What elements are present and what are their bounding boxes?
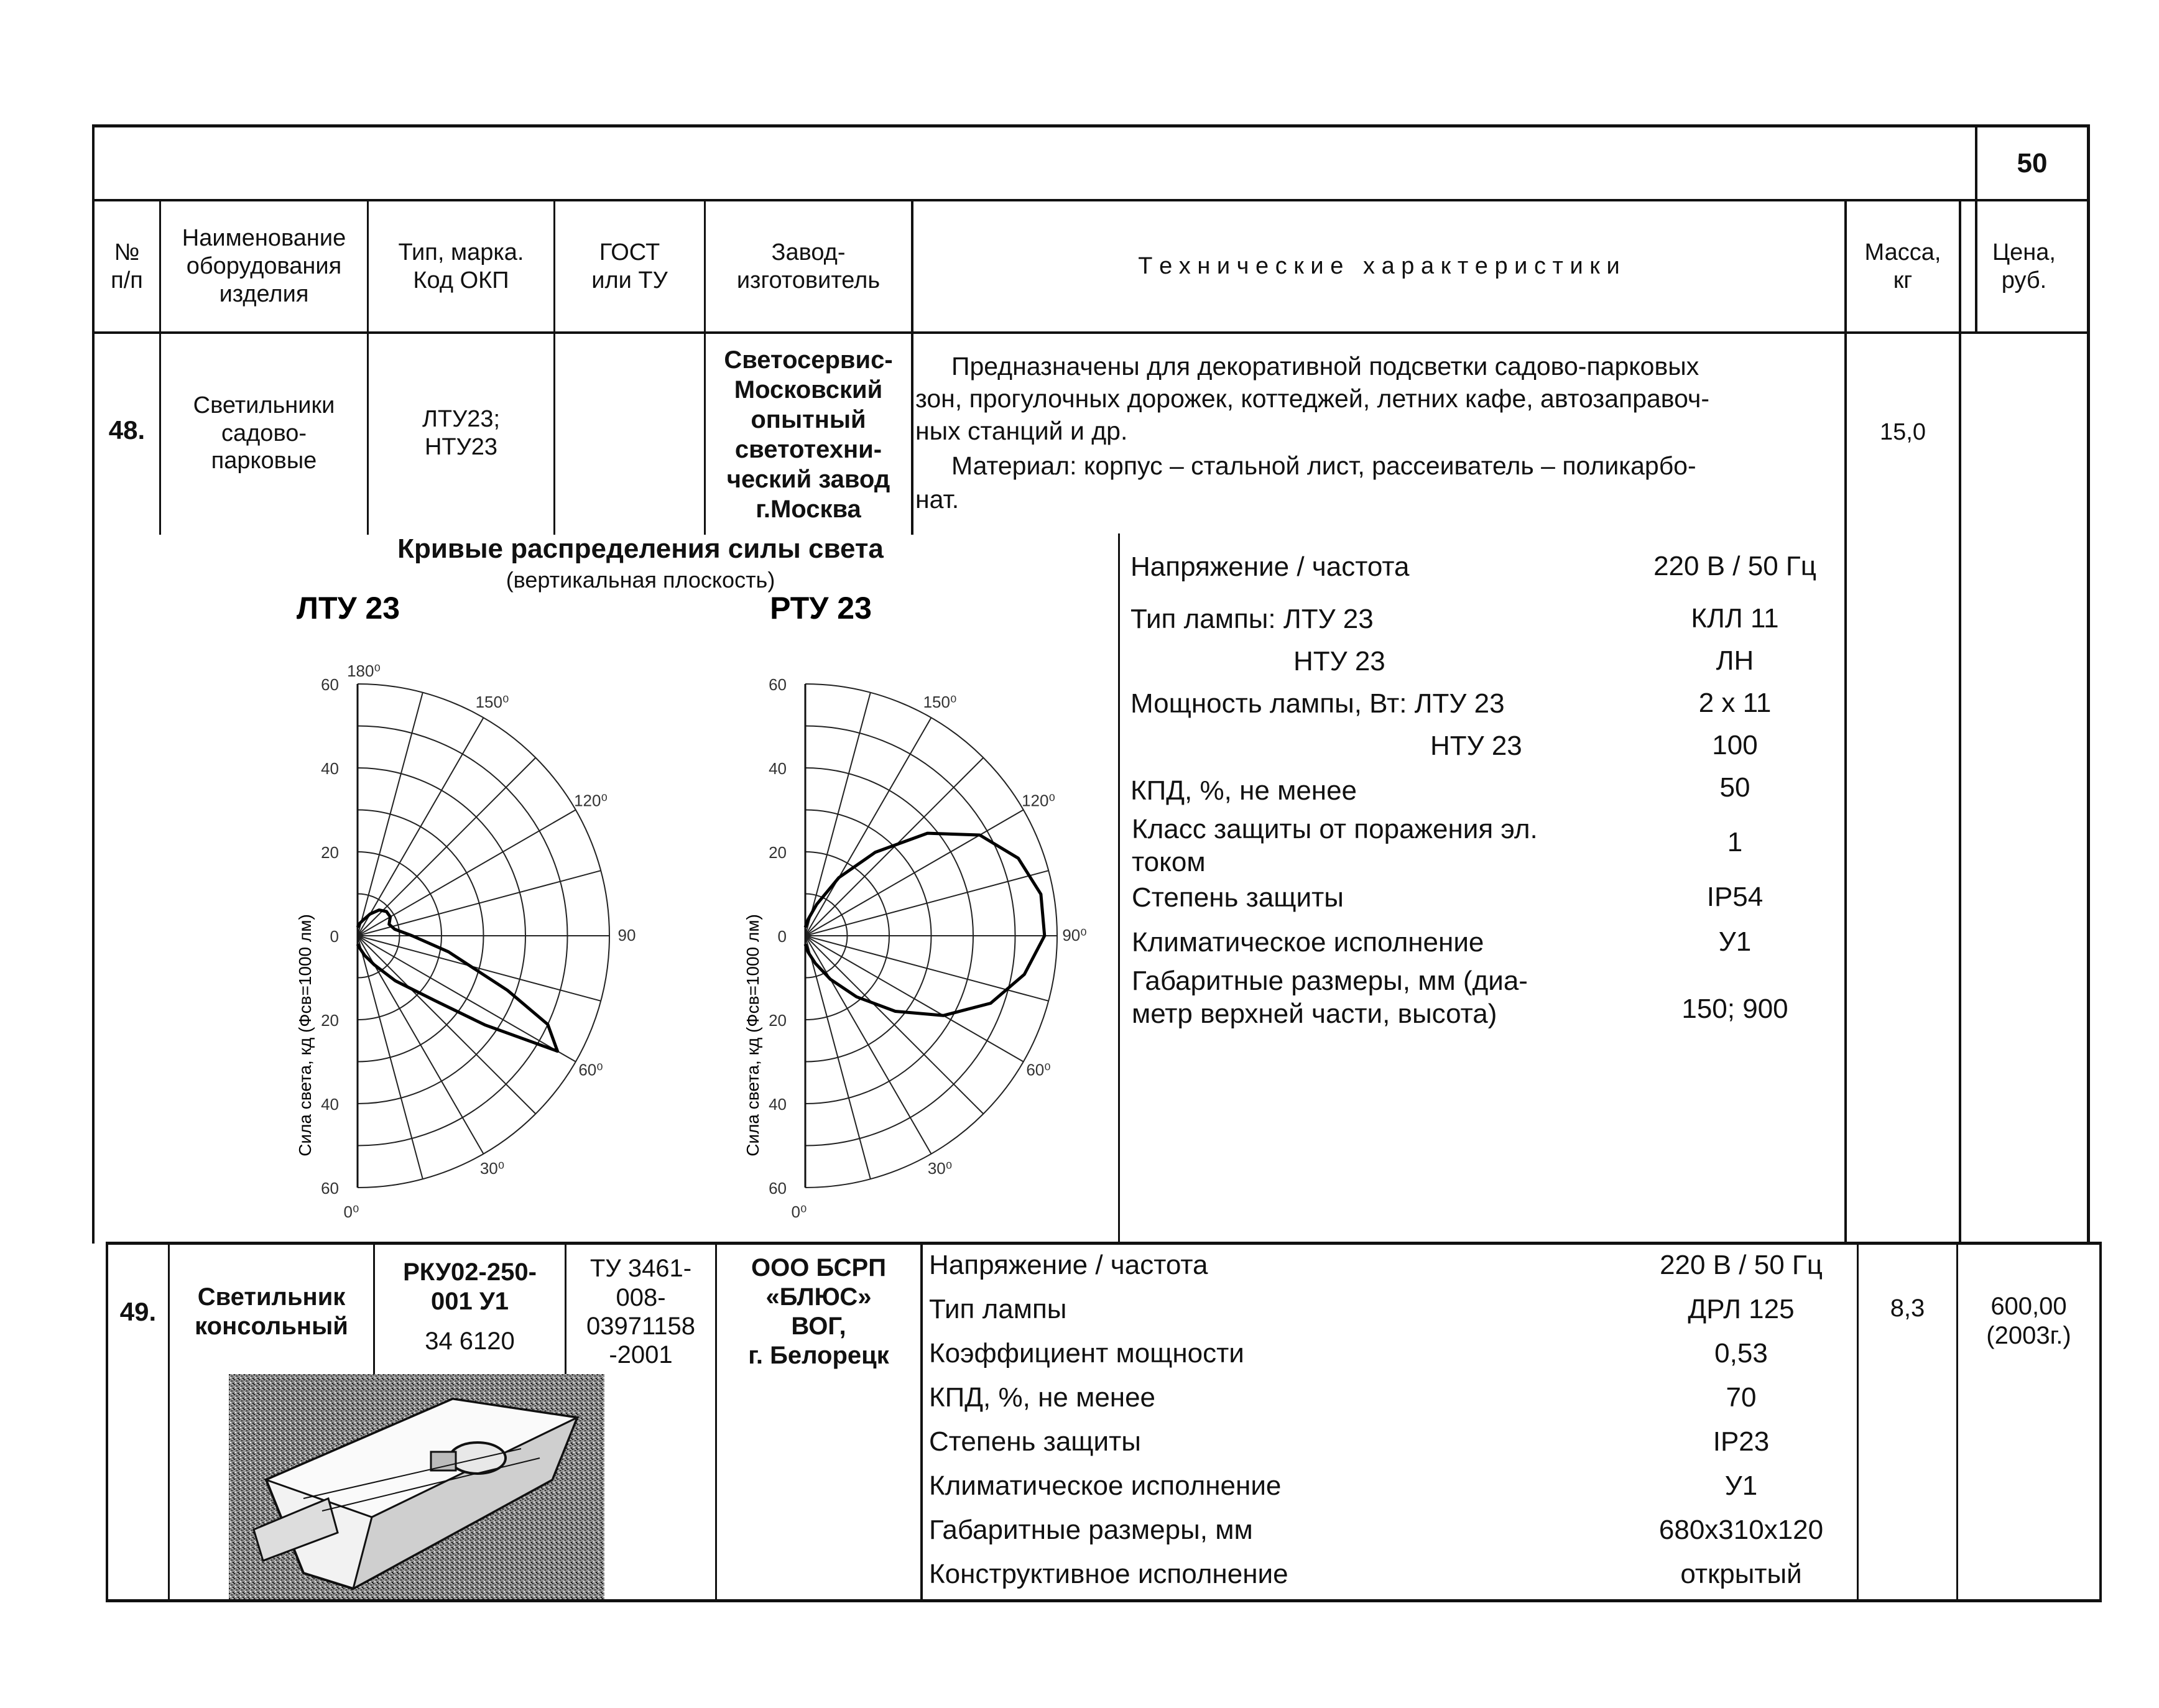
r-tick-label: 20 [321,1011,339,1030]
spec-value: 50 [1719,772,1750,803]
angle-label: 150⁰ [923,693,957,712]
spec-label: Климатическое исполнение [1132,927,1484,958]
spec-value: 1 [1727,827,1743,857]
header-price: Цена, руб. [1992,239,2056,293]
spec-label: Габаритные размеры, мм (диа- метр верхней части, высота) [1132,966,1528,1029]
spec-value: 220 В / 50 Гц [1653,551,1816,581]
header-maker: Завод- изготовитель [736,239,881,293]
grid-spoke [358,718,484,936]
intensity-curve [358,910,558,1051]
r-tick-label: 40 [321,759,339,778]
spec-label: НТУ 23 [1430,731,1522,761]
polar-chart-rtu23 [721,591,1107,1237]
row48-name: Светильники садово- парковые [193,392,335,474]
spec-label: Тип лампы [929,1294,1067,1324]
r-tick-label: 20 [321,843,339,862]
y-axis-label: Сила света, кд (Фсв=1000 лм) [295,914,315,1156]
spec-label: Габаритные размеры, мм [929,1515,1253,1545]
grid-spoke [358,936,535,1114]
spec-value: 680х310х120 [1658,1515,1824,1545]
angle-label: 60⁰ [1026,1060,1051,1079]
spec-label: Степень защиты [1132,882,1344,913]
grid-spoke [358,936,484,1154]
angle-label: 90⁰ [1062,926,1087,944]
spec-value: 150; 900 [1681,994,1788,1024]
spec-value: 0,53 [1714,1338,1768,1369]
r-tick-label: 60 [769,1179,787,1198]
grid-spoke [805,936,983,1114]
row49-name: Светильник консольный [195,1283,348,1340]
spec-label: КПД, %, не менее [1130,775,1357,806]
grid-spoke [805,810,1024,936]
angle-label: 120⁰ [1022,791,1055,810]
angle-label: 60⁰ [578,1060,603,1079]
angle-label: 90 [617,926,636,944]
spec-value: 100 [1712,730,1758,760]
header-type: Тип, марка. Код ОКП [398,239,524,293]
grid-spoke [805,718,932,936]
spec-value: ДРЛ 125 [1688,1294,1795,1324]
r-tick-label: 40 [769,759,787,778]
angle-label: 150⁰ [475,693,509,712]
grid-spoke [358,936,576,1062]
spec-label: Мощность лампы, Вт: ЛТУ 23 [1130,688,1505,719]
spec-label: Конструктивное исполнение [929,1559,1288,1589]
spec-label: Тип лампы: ЛТУ 23 [1130,604,1374,634]
r-tick-label: 0 [777,927,787,946]
r-tick-label: 60 [321,675,339,694]
spec-value: ЛН [1716,645,1754,676]
r-tick-label: 60 [769,675,787,694]
spec-value: 70 [1726,1382,1757,1413]
row49-code: 34 6120 [425,1327,515,1355]
r-tick-label: 40 [321,1095,339,1114]
row49-gost: ТУ 3461- 008- 03971158 -2001 [586,1255,695,1369]
polar-chart-ltu23 [274,591,659,1237]
r-tick-label: 60 [321,1179,339,1198]
spec-label: Напряжение / частота [1130,552,1410,582]
curves-title: Кривые распределения силы света [397,533,884,564]
y-axis-label: Сила света, кд (Фсв=1000 лм) [743,914,762,1156]
row48-desc-line5: нат. [915,485,959,514]
intensity-curve [805,833,1045,1015]
grid-spoke [805,936,1024,1062]
angle-label: 120⁰ [574,791,608,810]
spec-label: НТУ 23 [1293,646,1385,676]
spec-label: Климатическое исполнение [929,1470,1282,1501]
row49-num: 49. [119,1297,157,1327]
page-number: 50 [2017,147,2048,178]
row48-desc-line2: зон, прогулочных дорожек, коттеджей, летних кафе, автозаправоч- [915,384,1710,413]
angle-label: 0⁰ [343,1203,359,1221]
r-tick-label: 40 [769,1095,787,1114]
spec-label: Напряжение / частота [929,1250,1208,1280]
r-tick-label: 20 [769,1011,787,1030]
header-num: № п/п [111,239,143,293]
row48-desc-line4: Материал: корпус – стальной лист, рассеиватель – поликарбо- [951,451,1696,480]
header-mass: Масса, кг [1864,239,1941,293]
row49-type: РКУ02-250- 001 У1 [403,1258,537,1315]
spec-label: КПД, %, не менее [929,1382,1156,1413]
header-gost: ГОСТ или ТУ [591,239,668,293]
spec-label: Степень защиты [929,1426,1141,1457]
spec-value: 220 В / 50 Гц [1660,1250,1823,1280]
grid-spoke [805,936,932,1154]
spec-value: У1 [1724,1470,1758,1501]
row49-maker: ООО БСРП «БЛЮС» ВОГ, г. Белорецк [748,1253,889,1370]
curves-subtitle: (вертикальная плоскость) [506,567,775,593]
angle-label: 30⁰ [927,1158,953,1178]
r-tick-label: 20 [769,843,787,862]
r-tick-label: 0 [330,927,339,946]
spec-value: У1 [1718,926,1752,957]
grid-spoke [358,758,535,936]
row48-type: ЛТУ23; НТУ23 [422,406,501,460]
row49-price: 600,00 (2003г.) [1986,1292,2071,1349]
spec-value: открытый [1680,1559,1802,1589]
spec-label: Класс защиты от поражения эл. током [1132,814,1538,877]
spec-value: КЛЛ 11 [1691,603,1779,634]
angle-label: 180⁰ [347,662,381,680]
row48-desc-line3: ных станций и др. [915,417,1128,445]
header-tech: Т е х н и ч е с к и е х а р а к т е р и с т и к и [1138,253,1620,280]
angle-label: 30⁰ [479,1158,505,1178]
row48-maker: Светосервис- Московский опытный светотехни- ческий завод г.Москва [724,346,893,523]
chart-title: ЛТУ 23 [296,591,400,625]
row49-mass: 8,3 [1890,1295,1925,1323]
row48-desc-line1: Предназначены для декоративной подсветки садово-парковых [951,352,1699,381]
spec-value: 2 х 11 [1698,688,1772,718]
chart-title: РТУ 23 [770,591,872,625]
angle-label: 0⁰ [791,1203,807,1221]
spec-value: IP54 [1706,882,1764,912]
spec-value: IP23 [1713,1426,1770,1457]
row48-num: 48. [108,415,146,445]
header-name: Наименование оборудования изделия [182,225,346,307]
row48-mass: 15,0 [1880,418,1926,445]
luminaire-photo [229,1374,604,1599]
spec-label: Коэффициент мощности [929,1338,1244,1369]
